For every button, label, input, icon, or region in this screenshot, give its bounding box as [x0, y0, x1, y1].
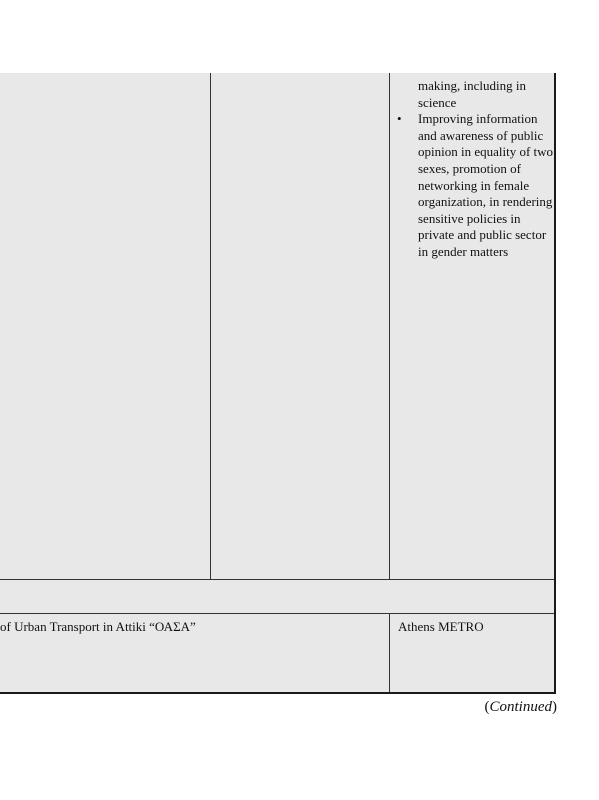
cell-top-right	[397, 78, 554, 261]
continued-word: Continued	[489, 699, 552, 715]
document-table	[0, 73, 556, 694]
bullet-item-text: Improving information and awareness of public opinion in equality of two sexes, promotion of networking in female organization, in rendering sensitive policies in private and public sector in gender matters	[418, 111, 554, 259]
continued-open-paren: (	[484, 699, 490, 715]
continued-line-1: making, including in	[418, 78, 526, 93]
column-divider-2	[389, 73, 390, 579]
column-divider-bottom	[389, 613, 390, 692]
bullet-item	[397, 111, 554, 260]
column-divider-1	[210, 73, 211, 579]
bottom-row-left-text: of Urban Transport in Attiki “ΟΑΣΑ”	[0, 619, 196, 634]
bullet-list	[397, 111, 554, 260]
row-divider-2	[0, 613, 554, 614]
row-divider-1	[0, 579, 554, 580]
bullet-icon: •	[397, 111, 402, 127]
bottom-row-right-text: Athens METRO	[398, 619, 484, 634]
continued-note	[485, 699, 558, 716]
continued-close-paren: )	[552, 699, 557, 715]
continued-line-2: science	[418, 94, 457, 110]
